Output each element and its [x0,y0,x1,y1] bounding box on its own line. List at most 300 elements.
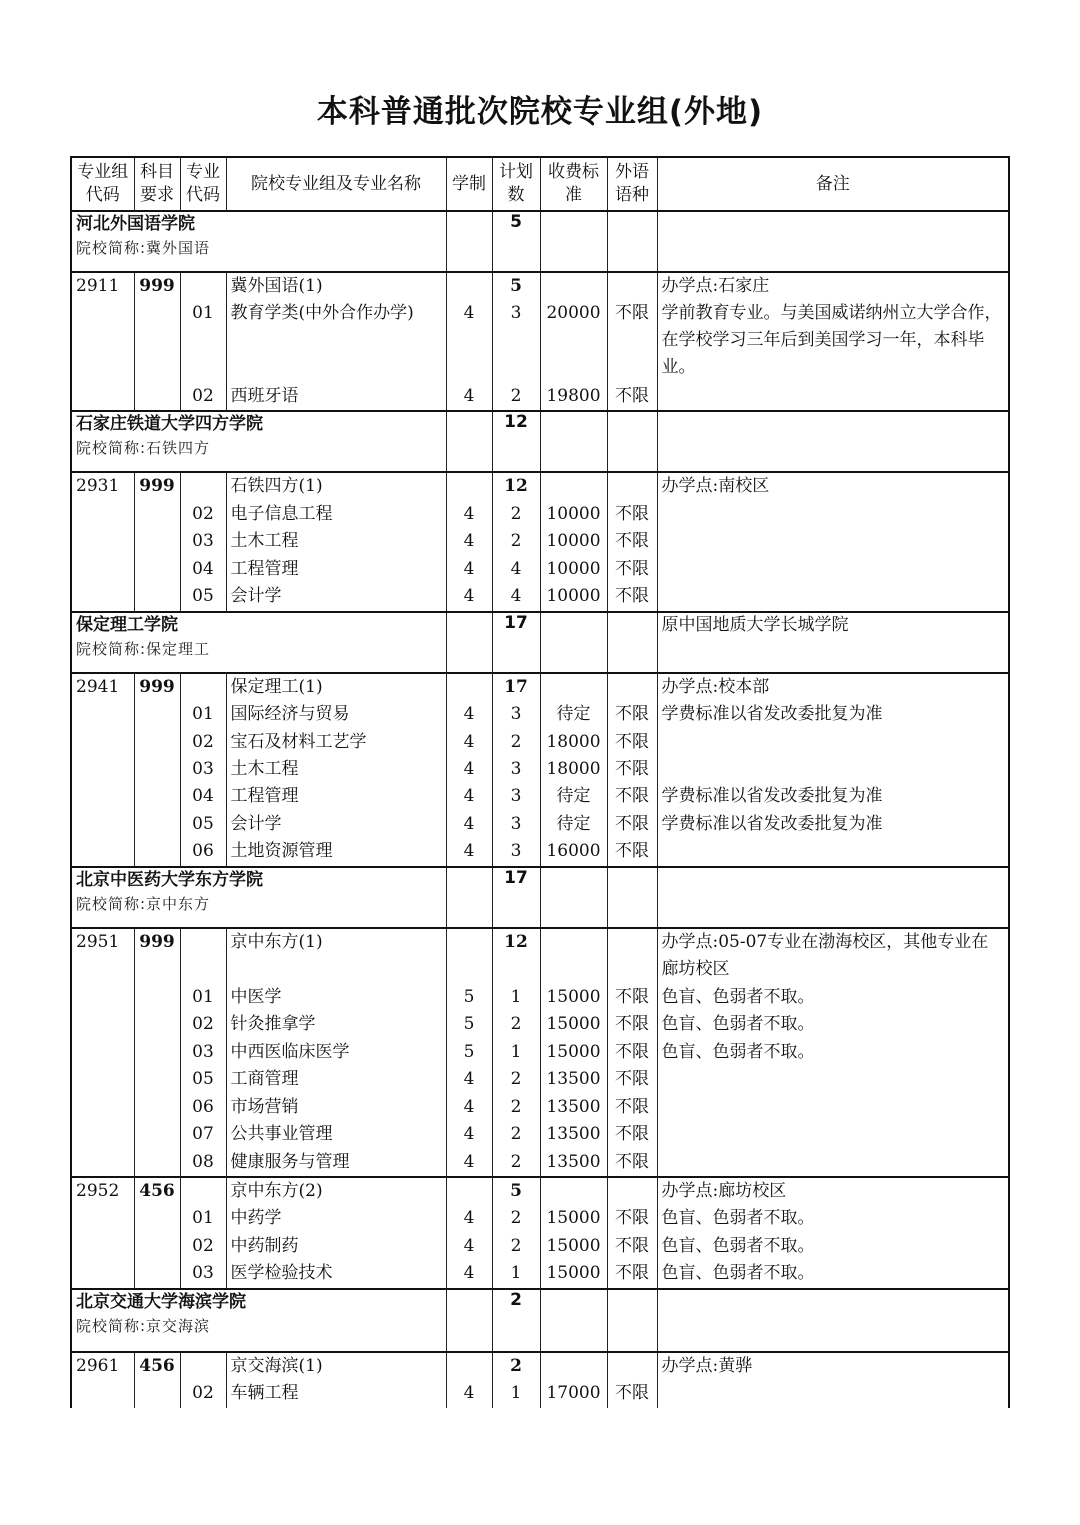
major-row [71,1094,1009,1121]
header-subject-req: 科目要求 [134,157,180,211]
major-group-code [71,556,134,583]
major-code: 07 [180,1121,226,1148]
major-plan: 2 [492,1205,540,1232]
major-group-code [71,1039,134,1066]
major-language: 不限 [607,729,657,756]
major-fee: 16000 [540,838,607,866]
school-cell [71,1289,446,1352]
major-row [71,783,1009,810]
school-language [607,211,657,272]
major-remark: 色盲、色弱者不取。 [657,1260,1009,1288]
major-years: 4 [446,528,492,555]
major-subject [134,1205,180,1232]
major-remark [657,756,1009,783]
subject-req: 456 [134,1177,180,1205]
major-subject [134,300,180,382]
school-remark [657,1289,1009,1352]
major-subject [134,1149,180,1177]
major-language: 不限 [607,501,657,528]
major-subject [134,701,180,728]
group-name: 京交海滨(1) [226,1352,446,1380]
major-subject [134,756,180,783]
major-plan: 2 [492,528,540,555]
group-years [446,1352,492,1380]
admission-plan-table [70,156,1010,1408]
major-fee: 18000 [540,756,607,783]
major-group-code [71,701,134,728]
major-row [71,1121,1009,1148]
major-group-code [71,1121,134,1148]
group-remark: 办学点:05-07专业在渤海校区，其他专业在廊坊校区 [657,928,1009,984]
major-subject [134,783,180,810]
major-years: 4 [446,501,492,528]
major-language: 不限 [607,528,657,555]
major-subject [134,556,180,583]
major-fee: 15000 [540,1039,607,1066]
major-group-code [71,528,134,555]
major-language: 不限 [607,556,657,583]
major-group-code [71,583,134,611]
group-fee [540,1352,607,1380]
major-row [71,556,1009,583]
major-fee: 待定 [540,701,607,728]
major-language: 不限 [607,783,657,810]
major-language: 不限 [607,583,657,611]
major-name: 公共事业管理 [226,1121,446,1148]
major-row [71,383,1009,411]
group-remark: 办学点:校本部 [657,673,1009,701]
major-language: 不限 [607,1260,657,1288]
major-subject [134,1233,180,1260]
major-plan: 3 [492,838,540,866]
major-subject [134,501,180,528]
major-row [71,756,1009,783]
major-name: 会计学 [226,583,446,611]
major-years: 4 [446,1233,492,1260]
major-years: 4 [446,729,492,756]
group-years [446,272,492,300]
major-code: 06 [180,838,226,866]
group-fee [540,472,607,500]
major-code: 02 [180,1233,226,1260]
major-code: 02 [180,729,226,756]
major-row [71,300,1009,382]
major-remark: 学前教育专业。与美国威诺纳州立大学合作，在学校学习三年后到美国学习一年，本科毕业。 [657,300,1009,382]
major-subject [134,729,180,756]
group-language [607,1352,657,1380]
school-years [446,211,492,272]
major-plan: 2 [492,1066,540,1093]
school-name: 保定理工学院 [76,614,178,635]
major-fee: 19800 [540,383,607,411]
major-group-code [71,1066,134,1093]
major-group-code [71,729,134,756]
major-row [71,1066,1009,1093]
major-years: 4 [446,583,492,611]
major-fee: 13500 [540,1149,607,1177]
major-row [71,838,1009,866]
group-remark: 办学点:南校区 [657,472,1009,500]
major-code: 04 [180,556,226,583]
major-group-code [71,984,134,1011]
major-remark: 学费标准以省发改委批复为准 [657,783,1009,810]
major-group-code [71,1011,134,1038]
major-group-code [71,1094,134,1121]
major-row [71,1205,1009,1232]
major-remark [657,528,1009,555]
major-language: 不限 [607,383,657,411]
school-plan: 2 [492,1289,540,1352]
major-remark: 色盲、色弱者不取。 [657,1205,1009,1232]
major-years: 4 [446,701,492,728]
major-code: 03 [180,1039,226,1066]
group-code: 2952 [71,1177,134,1205]
school-row [71,211,1009,272]
major-language: 不限 [607,300,657,382]
school-plan: 5 [492,211,540,272]
major-plan: 2 [492,1121,540,1148]
school-fee [540,612,607,673]
major-years: 4 [446,1205,492,1232]
major-row [71,1233,1009,1260]
major-language: 不限 [607,811,657,838]
header-years: 学制 [446,157,492,211]
major-row [71,1260,1009,1288]
major-years: 4 [446,1149,492,1177]
major-years: 5 [446,1011,492,1038]
major-group-code [71,1260,134,1288]
school-name: 北京中医药大学东方学院 [76,869,263,890]
school-name: 石家庄铁道大学四方学院 [76,414,263,435]
major-plan: 2 [492,729,540,756]
school-plan: 17 [492,867,540,928]
major-subject [134,838,180,866]
major-row [71,528,1009,555]
major-subject [134,811,180,838]
major-language: 不限 [607,1094,657,1121]
group-major-code [180,673,226,701]
major-years: 4 [446,1094,492,1121]
major-name: 市场营销 [226,1094,446,1121]
school-remark: 原中国地质大学长城学院 [657,612,1009,673]
major-name: 会计学 [226,811,446,838]
major-code: 01 [180,1205,226,1232]
page-title: 本科普通批次院校专业组(外地) [316,94,764,130]
major-name: 中药学 [226,1205,446,1232]
group-code: 2911 [71,272,134,300]
school-fee [540,211,607,272]
major-fee: 10000 [540,583,607,611]
school-language [607,867,657,928]
major-code: 04 [180,783,226,810]
major-plan: 3 [492,701,540,728]
major-group-code [71,756,134,783]
major-group-code [71,1149,134,1177]
major-name: 健康服务与管理 [226,1149,446,1177]
major-name: 土木工程 [226,756,446,783]
major-language: 不限 [607,1039,657,1066]
group-name: 冀外国语(1) [226,272,446,300]
major-group-code [71,300,134,382]
major-subject [134,1260,180,1288]
major-row [71,1149,1009,1177]
major-group-code [71,783,134,810]
major-plan: 2 [492,1149,540,1177]
subject-req: 456 [134,1352,180,1380]
major-group-code [71,1205,134,1232]
major-group-code [71,811,134,838]
major-name: 宝石及材料工艺学 [226,729,446,756]
major-plan: 3 [492,783,540,810]
group-name: 京中东方(2) [226,1177,446,1205]
major-language: 不限 [607,1149,657,1177]
group-remark: 办学点:石家庄 [657,272,1009,300]
major-remark [657,501,1009,528]
school-years [446,1289,492,1352]
major-language: 不限 [607,984,657,1011]
school-cell [71,211,446,272]
group-fee [540,1177,607,1205]
major-remark [657,1121,1009,1148]
group-years [446,673,492,701]
major-fee: 10000 [540,528,607,555]
major-years: 4 [446,383,492,411]
major-fee: 待定 [540,783,607,810]
major-name: 电子信息工程 [226,501,446,528]
header-plan: 计划数 [492,157,540,211]
major-fee: 15000 [540,984,607,1011]
group-code: 2951 [71,928,134,984]
major-row [71,729,1009,756]
group-language [607,472,657,500]
group-name: 保定理工(1) [226,673,446,701]
major-fee: 10000 [540,556,607,583]
school-remark [657,867,1009,928]
major-fee: 15000 [540,1233,607,1260]
group-code: 2941 [71,673,134,701]
major-plan: 2 [492,383,540,411]
major-group-code [71,501,134,528]
major-row [71,811,1009,838]
major-remark [657,556,1009,583]
group-row [71,472,1009,500]
major-name: 中医学 [226,984,446,1011]
major-years: 4 [446,1121,492,1148]
school-row [71,411,1009,472]
major-row [71,1039,1009,1066]
group-language [607,673,657,701]
major-remark [657,1380,1009,1408]
group-fee [540,673,607,701]
major-years: 4 [446,300,492,382]
major-plan: 1 [492,1039,540,1066]
major-subject [134,1094,180,1121]
group-remark: 办学点:黄骅 [657,1352,1009,1380]
major-remark: 学费标准以省发改委批复为准 [657,701,1009,728]
group-name: 京中东方(1) [226,928,446,984]
major-years: 4 [446,556,492,583]
major-plan: 1 [492,1380,540,1408]
major-years: 4 [446,1066,492,1093]
major-remark: 色盲、色弱者不取。 [657,984,1009,1011]
major-code: 05 [180,811,226,838]
major-years: 5 [446,984,492,1011]
subject-req: 999 [134,472,180,500]
major-row [71,583,1009,611]
group-code: 2961 [71,1352,134,1380]
school-language [607,1289,657,1352]
school-plan: 12 [492,411,540,472]
major-fee: 20000 [540,300,607,382]
header-language: 外语语种 [607,157,657,211]
major-code: 03 [180,528,226,555]
group-years [446,472,492,500]
major-name: 工程管理 [226,783,446,810]
major-remark: 色盲、色弱者不取。 [657,1039,1009,1066]
major-fee: 待定 [540,811,607,838]
major-plan: 4 [492,583,540,611]
group-fee [540,928,607,984]
major-language: 不限 [607,1233,657,1260]
major-row [71,984,1009,1011]
major-row [71,501,1009,528]
major-fee: 17000 [540,1380,607,1408]
school-remark [657,411,1009,472]
school-fee [540,1289,607,1352]
school-abbr: 院校简称:京中东方 [76,894,211,913]
group-row [71,1352,1009,1380]
major-group-code [71,1233,134,1260]
major-fee: 15000 [540,1260,607,1288]
group-major-code [180,272,226,300]
major-language: 不限 [607,1066,657,1093]
major-subject [134,984,180,1011]
major-remark: 色盲、色弱者不取。 [657,1233,1009,1260]
major-code: 02 [180,383,226,411]
school-years [446,612,492,673]
group-remark: 办学点:廊坊校区 [657,1177,1009,1205]
major-years: 4 [446,783,492,810]
school-cell [71,612,446,673]
major-years: 4 [446,1260,492,1288]
major-code: 02 [180,1380,226,1408]
major-code: 05 [180,1066,226,1093]
major-group-code [71,383,134,411]
group-plan: 5 [492,1177,540,1205]
group-major-code [180,1352,226,1380]
school-fee [540,867,607,928]
major-language: 不限 [607,701,657,728]
major-subject [134,583,180,611]
major-language: 不限 [607,1380,657,1408]
school-row [71,1289,1009,1352]
school-abbr: 院校简称:京交海滨 [76,1316,211,1335]
major-code: 01 [180,300,226,382]
school-years [446,411,492,472]
major-code: 06 [180,1094,226,1121]
major-code: 01 [180,701,226,728]
school-row [71,612,1009,673]
major-remark [657,1149,1009,1177]
subject-req: 999 [134,928,180,984]
group-plan: 17 [492,673,540,701]
header-remark: 备注 [657,157,1009,211]
major-years: 4 [446,811,492,838]
major-years: 4 [446,838,492,866]
major-name: 车辆工程 [226,1380,446,1408]
header-name: 院校专业组及专业名称 [226,157,446,211]
major-code: 03 [180,756,226,783]
major-plan: 2 [492,1233,540,1260]
major-group-code [71,1380,134,1408]
major-name: 工程管理 [226,556,446,583]
major-fee: 18000 [540,729,607,756]
group-language [607,1177,657,1205]
major-plan: 3 [492,300,540,382]
major-subject [134,1011,180,1038]
major-subject [134,1066,180,1093]
school-cell [71,867,446,928]
group-plan: 2 [492,1352,540,1380]
major-remark [657,1066,1009,1093]
school-row [71,867,1009,928]
subject-req: 999 [134,673,180,701]
group-fee [540,272,607,300]
major-name: 针灸推拿学 [226,1011,446,1038]
school-name: 北京交通大学海滨学院 [76,1291,246,1312]
major-row [71,701,1009,728]
major-code: 01 [180,984,226,1011]
major-name: 土木工程 [226,528,446,555]
major-name: 中西医临床医学 [226,1039,446,1066]
major-name: 西班牙语 [226,383,446,411]
major-group-code [71,838,134,866]
major-fee: 15000 [540,1205,607,1232]
group-major-code [180,472,226,500]
school-language [607,612,657,673]
major-code: 05 [180,583,226,611]
major-plan: 3 [492,811,540,838]
major-language: 不限 [607,756,657,783]
major-language: 不限 [607,838,657,866]
group-row [71,673,1009,701]
major-subject [134,1380,180,1408]
major-fee: 13500 [540,1066,607,1093]
major-years: 4 [446,1380,492,1408]
major-fee: 13500 [540,1121,607,1148]
group-row [71,928,1009,984]
major-language: 不限 [607,1205,657,1232]
major-code: 02 [180,501,226,528]
group-language [607,272,657,300]
major-fee: 15000 [540,1011,607,1038]
major-plan: 1 [492,1260,540,1288]
school-abbr: 院校简称:石铁四方 [76,439,211,458]
major-name: 教育学类(中外合作办学) [226,300,446,382]
school-name: 河北外国语学院 [76,214,195,234]
major-plan: 3 [492,756,540,783]
major-subject [134,1039,180,1066]
major-remark [657,383,1009,411]
group-plan: 12 [492,472,540,500]
major-name: 工商管理 [226,1066,446,1093]
group-language [607,928,657,984]
major-plan: 2 [492,501,540,528]
group-code: 2931 [71,472,134,500]
major-row [71,1011,1009,1038]
major-code: 03 [180,1260,226,1288]
group-major-code [180,928,226,984]
